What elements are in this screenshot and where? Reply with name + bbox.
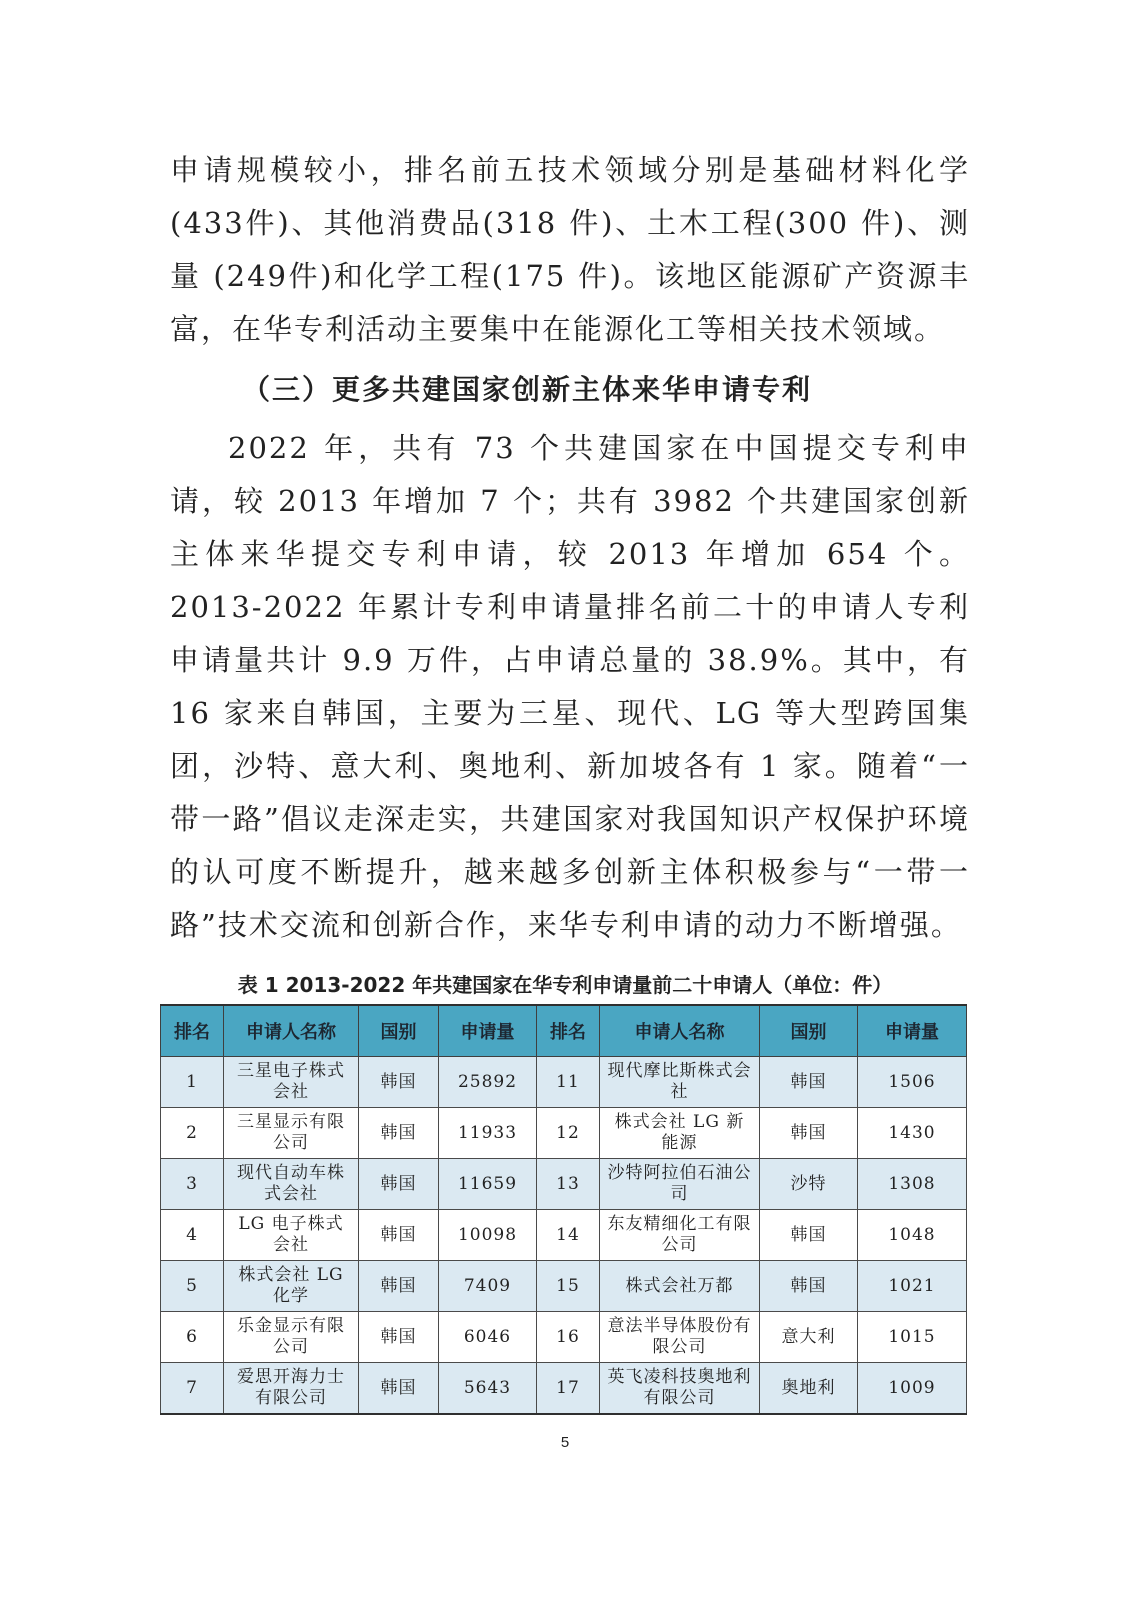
table-cell: 3 (161, 1159, 224, 1210)
table-cell: LG 电子株式会社 (224, 1210, 359, 1261)
table-cell: 4 (161, 1210, 224, 1261)
table-cell: 东友精细化工有限公司 (600, 1210, 760, 1261)
applicant-ranking-table (160, 1004, 967, 1415)
header-country: 国别 (359, 1005, 439, 1057)
table-cell: 11659 (439, 1159, 537, 1210)
page-number: 5 (560, 1434, 570, 1451)
header-applicant-2: 申请人名称 (600, 1005, 760, 1057)
table-cell: 1430 (858, 1108, 967, 1159)
table-cell: 5643 (439, 1363, 537, 1415)
table-cell: 10098 (439, 1210, 537, 1261)
header-rank-2: 排名 (537, 1005, 600, 1057)
table-cell: 7 (161, 1363, 224, 1415)
table-cell: 株式会社万都 (600, 1261, 760, 1312)
header-rank: 排名 (161, 1005, 224, 1057)
table-cell: 1308 (858, 1159, 967, 1210)
table-cell: 三星电子株式会社 (224, 1057, 359, 1108)
table-cell: 株式会社 LG 新能源 (600, 1108, 760, 1159)
table-cell: 11933 (439, 1108, 537, 1159)
table-cell: 5 (161, 1261, 224, 1312)
table-cell: 韩国 (359, 1210, 439, 1261)
table-cell: 意大利 (760, 1312, 858, 1363)
table-cell: 14 (537, 1210, 600, 1261)
table-header-row (161, 1005, 967, 1057)
table-cell: 株式会社 LG 化学 (224, 1261, 359, 1312)
table-cell: 25892 (439, 1057, 537, 1108)
table-cell: 6046 (439, 1312, 537, 1363)
body-paragraph-2: 2022 年，共有 73 个共建国家在中国提交专利申请，较 2013 年增加 7 个；共有 3982 个共建国家创新主体来华提交专利申请，较 2013 年增加 654 个。2013-2022 年累计专利申请量排名前二十的申请人专利申请量共计 9.9 万件，占申请总量的 38.9%。其中，有 16 家来自韩国，主要为三星、现代、LG 等大型跨国集团，沙特、意大利、奥地利、新加坡各有 1 家。随着“一带一路”倡议走深走实，共建国家对我国知识产权保护环境的认可度不断提升，越来越多创新主体积极参与“一带一路”技术交流和创新合作，来华专利申请的动力不断增强。 (170, 431, 970, 942)
table-row (161, 1057, 967, 1108)
table-cell: 韩国 (760, 1057, 858, 1108)
table-cell: 13 (537, 1159, 600, 1210)
table-row (161, 1108, 967, 1159)
table-cell: 2 (161, 1108, 224, 1159)
table-cell: 三星显示有限公司 (224, 1108, 359, 1159)
table-cell: 意法半导体股份有限公司 (600, 1312, 760, 1363)
table-cell: 韩国 (359, 1057, 439, 1108)
table-cell: 爱思开海力士有限公司 (224, 1363, 359, 1415)
table-cell: 韩国 (359, 1159, 439, 1210)
table-row (161, 1363, 967, 1415)
header-applicant: 申请人名称 (224, 1005, 359, 1057)
table-row (161, 1159, 967, 1210)
table-row (161, 1312, 967, 1363)
table-cell: 沙特阿拉伯石油公司 (600, 1159, 760, 1210)
table-cell: 17 (537, 1363, 600, 1415)
header-country-2: 国别 (760, 1005, 858, 1057)
header-count-2: 申请量 (858, 1005, 967, 1057)
table-cell: 1009 (858, 1363, 967, 1415)
table-cell: 奥地利 (760, 1363, 858, 1415)
body-paragraph-1: 申请规模较小，排名前五技术领域分别是基础材料化学(433件)、其他消费品(318 件)、土木工程(300 件)、测量 (249件)和化学工程(175 件)。该地区能源矿产资源丰富，在华专利活动主要集中在能源化工等相关技术领域。 (170, 153, 970, 346)
table-cell: 乐金显示有限公司 (224, 1312, 359, 1363)
table-cell: 韩国 (760, 1210, 858, 1261)
table-cell: 韩国 (359, 1363, 439, 1415)
table-cell: 15 (537, 1261, 600, 1312)
table-cell: 1048 (858, 1210, 967, 1261)
table-cell: 1021 (858, 1261, 967, 1312)
table-cell: 现代自动车株式会社 (224, 1159, 359, 1210)
table-cell: 韩国 (760, 1108, 858, 1159)
table-cell: 韩国 (359, 1108, 439, 1159)
table-cell: 英飞凌科技奥地利有限公司 (600, 1363, 760, 1415)
table-cell: 沙特 (760, 1159, 858, 1210)
table-row (161, 1210, 967, 1261)
table-cell: 16 (537, 1312, 600, 1363)
table-cell: 1015 (858, 1312, 967, 1363)
header-count: 申请量 (439, 1005, 537, 1057)
table-cell: 11 (537, 1057, 600, 1108)
table-cell: 韩国 (760, 1261, 858, 1312)
table-cell: 现代摩比斯株式会社 (600, 1057, 760, 1108)
table-cell: 12 (537, 1108, 600, 1159)
section-heading: （三）更多共建国家创新主体来华申请专利 (242, 373, 813, 406)
table-cell: 韩国 (359, 1261, 439, 1312)
table-cell: 7409 (439, 1261, 537, 1312)
table-cell: 6 (161, 1312, 224, 1363)
table-caption: 表 1 2013-2022 年共建国家在华专利申请量前二十申请人（单位：件） (237, 973, 893, 997)
table-cell: 1 (161, 1057, 224, 1108)
table-cell: 1506 (858, 1057, 967, 1108)
table-cell: 韩国 (359, 1312, 439, 1363)
table-row (161, 1261, 967, 1312)
